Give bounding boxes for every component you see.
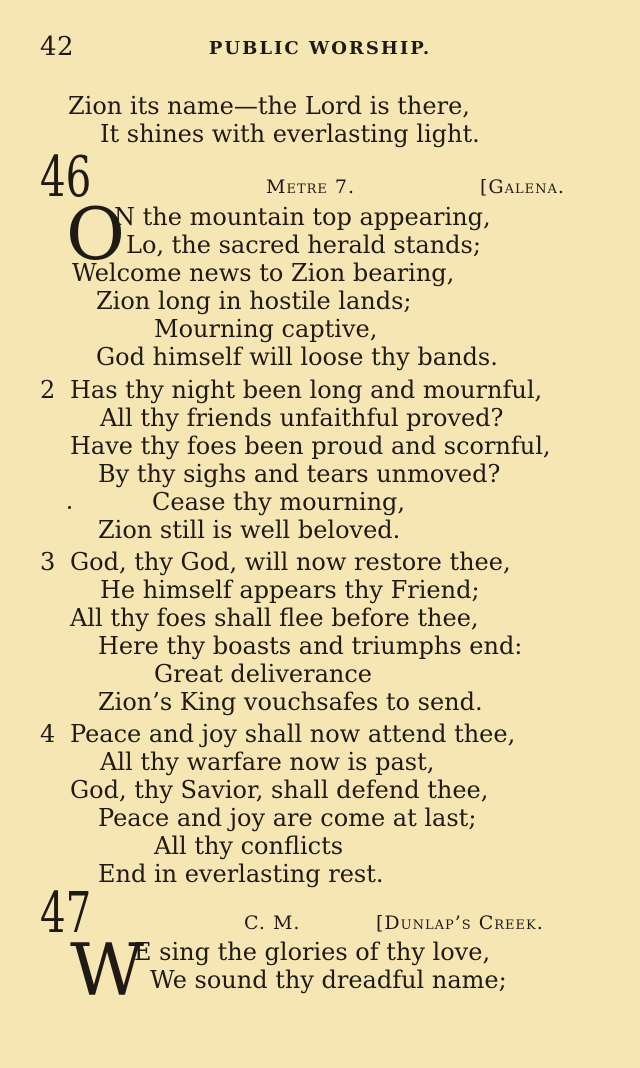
hymn-47-metre: C. M. bbox=[244, 912, 301, 934]
hymn-46-s2-line-4: By thy sighs and tears unmoved? bbox=[98, 460, 501, 488]
hymn-46-stanza-2-number: 2 bbox=[40, 376, 56, 404]
hymn-46-s3-line-5: Great deliverance bbox=[154, 660, 372, 688]
running-title: PUBLIC WORSHIP. bbox=[208, 38, 432, 59]
hymn-47-s1-line-1: E sing the glories of thy love, bbox=[134, 938, 491, 966]
hymn-46-s4-line-6: End in everlasting rest. bbox=[98, 860, 384, 888]
hymn-number-46: 46 bbox=[40, 145, 92, 210]
hymn-number-47: 47 bbox=[40, 881, 92, 946]
print-speck bbox=[68, 506, 71, 509]
carryover-line-2: It shines with everlasting light. bbox=[100, 120, 480, 148]
hymn-46-s1-line-1: N the mountain top appearing, bbox=[114, 203, 491, 231]
hymn-46-s4-line-3: God, thy Savior, shall defend thee, bbox=[70, 776, 489, 804]
hymn-46-s4-line-2: All thy warfare now is past, bbox=[100, 748, 435, 776]
hymn-46-dropcap: O bbox=[66, 192, 126, 276]
hymn-47-s1-line-2: We sound thy dreadful name; bbox=[150, 966, 507, 994]
hymn-46-s4-line-4: Peace and joy are come at last; bbox=[98, 804, 477, 832]
hymn-47-tune: [Dunlap’s Creek. bbox=[376, 912, 544, 934]
hymn-46-s1-line-4: Zion long in hostile lands; bbox=[96, 287, 412, 315]
hymn-47-dropcap: W bbox=[70, 928, 145, 1012]
hymn-46-s2-line-2: All thy friends unfaithful proved? bbox=[100, 404, 504, 432]
hymn-46-s3-line-1: God, thy God, will now restore thee, bbox=[70, 548, 511, 576]
hymn-46-s1-line-5: Mourning captive, bbox=[154, 315, 378, 343]
hymn-46-s4-line-1: Peace and joy shall now attend thee, bbox=[70, 720, 516, 748]
hymn-46-s3-line-2: He himself appears thy Friend; bbox=[100, 576, 480, 604]
carryover-line-1: Zion its name—the Lord is there, bbox=[68, 92, 470, 120]
hymn-46-s3-line-6: Zion’s King vouchsafes to send. bbox=[98, 688, 483, 716]
hymn-46-s4-line-5: All thy conflicts bbox=[154, 832, 344, 860]
hymn-46-s2-line-6: Zion still is well beloved. bbox=[98, 516, 401, 544]
hymn-46-tune: [Galena. bbox=[480, 176, 565, 198]
hymn-46-s1-line-2: Lo, the sacred herald stands; bbox=[126, 231, 481, 259]
hymn-46-s1-line-3: Welcome news to Zion bearing, bbox=[72, 259, 455, 287]
hymn-46-stanza-4-number: 4 bbox=[40, 720, 56, 748]
page-number: 42 bbox=[40, 32, 75, 62]
hymn-46-s2-line-1: Has thy night been long and mournful, bbox=[70, 376, 543, 404]
hymn-46-s3-line-3: All thy foes shall flee before thee, bbox=[70, 604, 479, 632]
hymn-46-s2-line-5: Cease thy mourning, bbox=[152, 488, 406, 516]
hymn-46-metre: Metre 7. bbox=[266, 176, 356, 198]
hymn-46-s1-line-6: God himself will loose thy bands. bbox=[96, 343, 498, 371]
hymn-46-s2-line-3: Have thy foes been proud and scornful, bbox=[70, 432, 551, 460]
hymn-46-stanza-3-number: 3 bbox=[40, 548, 56, 576]
hymn-46-s3-line-4: Here thy boasts and triumphs end: bbox=[98, 632, 523, 660]
